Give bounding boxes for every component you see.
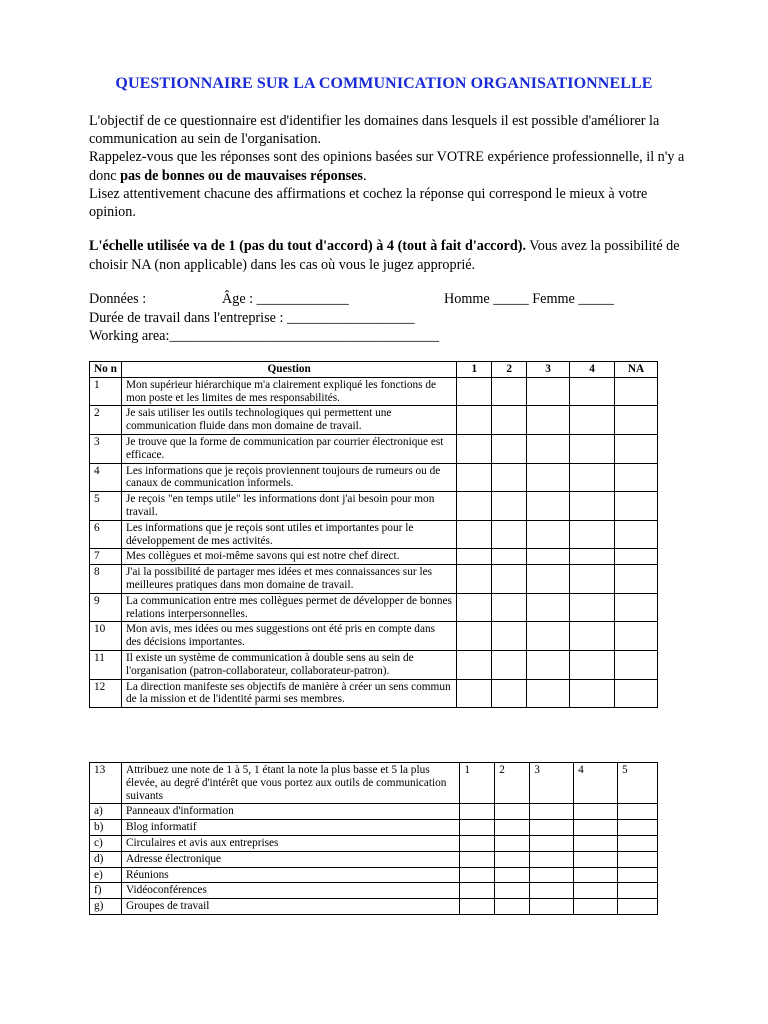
question-text: Les informations que je reçois sont utiles et importantes pour le développement de mes activités. [121,520,456,549]
question-number: 5 [90,492,122,521]
answer-cell-3[interactable] [527,622,570,651]
table-row [90,520,658,549]
answer-cell-4[interactable] [570,492,615,521]
answer-cell-2[interactable] [492,679,527,708]
answer-cell-na[interactable] [615,549,658,565]
item-label: Vidéoconférences [121,883,459,899]
table-row [90,377,658,406]
rating-item-row [90,835,658,851]
item-letter: d) [90,851,122,867]
rating-cell-2[interactable] [495,899,530,915]
question-text: Je sais utiliser les outils technologiques qui permettent une communication fluide dans mon domaine de travail. [121,406,456,435]
scale-explanation [89,237,689,274]
rating-item-row [90,883,658,899]
answer-cell-3[interactable] [527,520,570,549]
answer-cell-2[interactable] [492,377,527,406]
rating-item-row [90,804,658,820]
answer-cell-1[interactable] [457,549,492,565]
answer-cell-1[interactable] [457,679,492,708]
answer-cell-3[interactable] [527,679,570,708]
answer-cell-1[interactable] [457,434,492,463]
rating-cell-1[interactable] [460,804,495,820]
answer-cell-3[interactable] [527,406,570,435]
question-number: 3 [90,434,122,463]
answer-cell-1[interactable] [457,492,492,521]
answer-cell-2[interactable] [492,549,527,565]
header-4: 4 [570,362,615,378]
rating-cell-3[interactable] [530,835,574,851]
rating-cell-3[interactable] [530,804,574,820]
answer-cell-1[interactable] [457,650,492,679]
rating-cell-5[interactable] [618,804,658,820]
working-area-field[interactable]: Working area:______________________________________ [89,328,439,344]
rating-label-2: 2 [495,763,530,804]
rating-question: Attribuez une note de 1 à 5, 1 étant la note la plus basse et 5 la plus élevée, au degré d'intérêt que vous portez aux outils de communication suivants [121,763,459,804]
intro-paragraph-3: Lisez attentivement chacune des affirmations et cochez la réponse qui correspond le mieux à votre opinion. [89,185,648,221]
rating-label-5: 5 [618,763,658,804]
answer-cell-na[interactable] [615,520,658,549]
scale-bold: L'échelle utilisée va de 1 (pas du tout d'accord) à 4 (tout à fait d'accord). [89,238,527,254]
answer-cell-3[interactable] [527,650,570,679]
question-text: Mes collègues et moi-même savons qui est notre chef direct. [121,549,456,565]
question-text: La communication entre mes collègues permet de développer de bonnes relations interpersonnelles. [121,593,456,622]
question-text: Mon avis, mes idées ou mes suggestions ont été pris en compte dans des décisions importantes. [121,622,456,651]
scale-rest: Vous avez la possibilité de choisir NA (non applicable) dans les cas où vous le jugez approprié. [89,238,680,273]
question-number: 1 [90,377,122,406]
question-number: 6 [90,520,122,549]
rating-cell-4[interactable] [574,820,618,836]
rating-cell-2[interactable] [495,883,530,899]
answer-cell-4[interactable] [570,679,615,708]
table-row [90,492,658,521]
rating-cell-5[interactable] [618,851,658,867]
item-label: Blog informatif [121,820,459,836]
rating-label-4: 4 [574,763,618,804]
rating-cell-3[interactable] [530,851,574,867]
answer-cell-4[interactable] [570,549,615,565]
rating-cell-5[interactable] [618,867,658,883]
header-no: No n [90,362,122,378]
answer-cell-na[interactable] [615,622,658,651]
rating-item-row [90,851,658,867]
gender-field[interactable]: Homme _____ Femme _____ [444,291,614,307]
table-row [90,549,658,565]
intro-paragraph-1: L'objectif de ce questionnaire est d'identifier les domaines dans lesquels il est possible d'améliorer la communication au sein de l'organisation. [89,113,660,148]
answer-cell-na[interactable] [615,650,658,679]
rating-cell-5[interactable] [618,899,658,915]
answer-cell-2[interactable] [492,406,527,435]
answer-cell-4[interactable] [570,406,615,435]
answer-cell-3[interactable] [527,377,570,406]
answer-cell-4[interactable] [570,434,615,463]
rating-header-row [90,763,658,804]
rating-cell-5[interactable] [618,820,658,836]
answer-cell-2[interactable] [492,520,527,549]
rating-cell-2[interactable] [495,804,530,820]
question-text: Je reçois "en temps utile" les informations dont j'ai besoin pour mon travail. [121,492,456,521]
question-text: Il existe un système de communication à double sens au sein de l'organisation (patron-collaborateur, collaborateur-patron). [121,650,456,679]
item-label: Circulaires et avis aux entreprises [121,835,459,851]
answer-cell-3[interactable] [527,549,570,565]
table-row [90,406,658,435]
answer-cell-3[interactable] [527,492,570,521]
answer-cell-4[interactable] [570,622,615,651]
header-3: 3 [527,362,570,378]
question-text: La direction manifeste ses objectifs de manière à créer un sens commun de la mission et de l'identité parmi ses membres. [121,679,456,708]
question-number: 2 [90,406,122,435]
question-number: 4 [90,463,122,492]
item-letter: g) [90,899,122,915]
rating-cell-5[interactable] [618,835,658,851]
rating-cell-1[interactable] [460,883,495,899]
answer-cell-1[interactable] [457,406,492,435]
answer-cell-2[interactable] [492,593,527,622]
rating-label-3: 3 [530,763,574,804]
rating-cell-2[interactable] [495,851,530,867]
rating-item-row [90,820,658,836]
rating-cell-1[interactable] [460,867,495,883]
age-field[interactable]: Âge : _____________ [222,291,349,307]
item-label: Réunions [121,867,459,883]
table-row [90,565,658,594]
rating-cell-2[interactable] [495,835,530,851]
answer-cell-3[interactable] [527,434,570,463]
header-question: Question [121,362,456,378]
intro-paragraph-2 [89,148,689,184]
rating-cell-1[interactable] [460,835,495,851]
rating-table [89,762,658,915]
item-letter: f) [90,883,122,899]
answer-cell-2[interactable] [492,463,527,492]
item-label: Panneaux d'information [121,804,459,820]
answer-cell-1[interactable] [457,593,492,622]
table-row [90,622,658,651]
answer-cell-1[interactable] [457,622,492,651]
rating-cell-3[interactable] [530,899,574,915]
rating-cell-1[interactable] [460,820,495,836]
answer-cell-2[interactable] [492,492,527,521]
intro-text [89,112,689,221]
rating-cell-4[interactable] [574,851,618,867]
intro-p2-before: Rappelez-vous que les réponses sont des opinions basées sur VOTRE expérience professionnelle, il n'y a donc [89,149,685,184]
rating-cell-4[interactable] [574,899,618,915]
table-header-row [90,362,658,378]
question-text: Mon supérieur hiérarchique m'a clairement expliqué les fonctions de mon poste et les limites de mes responsabilités. [121,377,456,406]
rating-cell-1[interactable] [460,851,495,867]
rating-cell-2[interactable] [495,820,530,836]
rating-cell-2[interactable] [495,867,530,883]
answer-cell-4[interactable] [570,593,615,622]
answer-cell-4[interactable] [570,463,615,492]
rating-cell-4[interactable] [574,883,618,899]
header-na: NA [615,362,658,378]
item-letter: b) [90,820,122,836]
answer-cell-2[interactable] [492,650,527,679]
question-text: Les informations que je reçois proviennent toujours de rumeurs ou de canaux de communication informels. [121,463,456,492]
answer-cell-1[interactable] [457,520,492,549]
answer-cell-4[interactable] [570,650,615,679]
rating-cell-3[interactable] [530,867,574,883]
item-letter: e) [90,867,122,883]
rating-item-row [90,899,658,915]
question-number: 7 [90,549,122,565]
page-title: QUESTIONNAIRE SUR LA COMMUNICATION ORGANISATIONNELLE [115,75,653,92]
answer-cell-na[interactable] [615,434,658,463]
answer-cell-3[interactable] [527,593,570,622]
rating-cell-3[interactable] [530,883,574,899]
item-label: Groupes de travail [121,899,459,915]
questions-table [89,361,658,708]
answer-cell-4[interactable] [570,565,615,594]
question-number: 8 [90,565,122,594]
rating-cell-3[interactable] [530,820,574,836]
rating-cell-4[interactable] [574,804,618,820]
answer-cell-4[interactable] [570,377,615,406]
answer-cell-na[interactable] [615,679,658,708]
question-text: J'ai la possibilité de partager mes idées et mes connaissances sur les meilleures pratiques dans mon domaine de travail. [121,565,456,594]
answer-cell-3[interactable] [527,565,570,594]
rating-item-row [90,867,658,883]
question-text: Je trouve que la forme de communication par courrier électronique est efficace. [121,434,456,463]
answer-cell-1[interactable] [457,565,492,594]
answer-cell-na[interactable] [615,406,658,435]
duree-field[interactable]: Durée de travail dans l'entreprise : __________________ [89,309,415,326]
answer-cell-na[interactable] [615,492,658,521]
answer-cell-2[interactable] [492,434,527,463]
rating-cell-4[interactable] [574,835,618,851]
answer-cell-na[interactable] [615,565,658,594]
question-number: 10 [90,622,122,651]
answer-cell-2[interactable] [492,565,527,594]
answer-cell-1[interactable] [457,463,492,492]
item-letter: a) [90,804,122,820]
question-number: 11 [90,650,122,679]
answer-cell-na[interactable] [615,593,658,622]
header-2: 2 [492,362,527,378]
header-1: 1 [457,362,492,378]
answer-cell-1[interactable] [457,377,492,406]
donnees-label: Données : [89,291,147,307]
answer-cell-2[interactable] [492,622,527,651]
answer-cell-na[interactable] [615,377,658,406]
table-row [90,650,658,679]
answer-cell-na[interactable] [615,463,658,492]
answer-cell-4[interactable] [570,520,615,549]
item-letter: c) [90,835,122,851]
answer-cell-3[interactable] [527,463,570,492]
question-number: 12 [90,679,122,708]
table-row [90,463,658,492]
intro-p2-after: . [362,167,367,184]
rating-label-1: 1 [460,763,495,804]
rating-cell-1[interactable] [460,899,495,915]
table-row [90,679,658,708]
table-row [90,593,658,622]
item-label: Adresse électronique [121,851,459,867]
rating-no: 13 [90,763,122,804]
respondent-data [89,290,689,346]
intro-p2-bold: pas de bonnes ou de mauvaises réponses [120,167,363,184]
question-number: 9 [90,593,122,622]
rating-cell-5[interactable] [618,883,658,899]
rating-cell-4[interactable] [574,867,618,883]
table-row [90,434,658,463]
